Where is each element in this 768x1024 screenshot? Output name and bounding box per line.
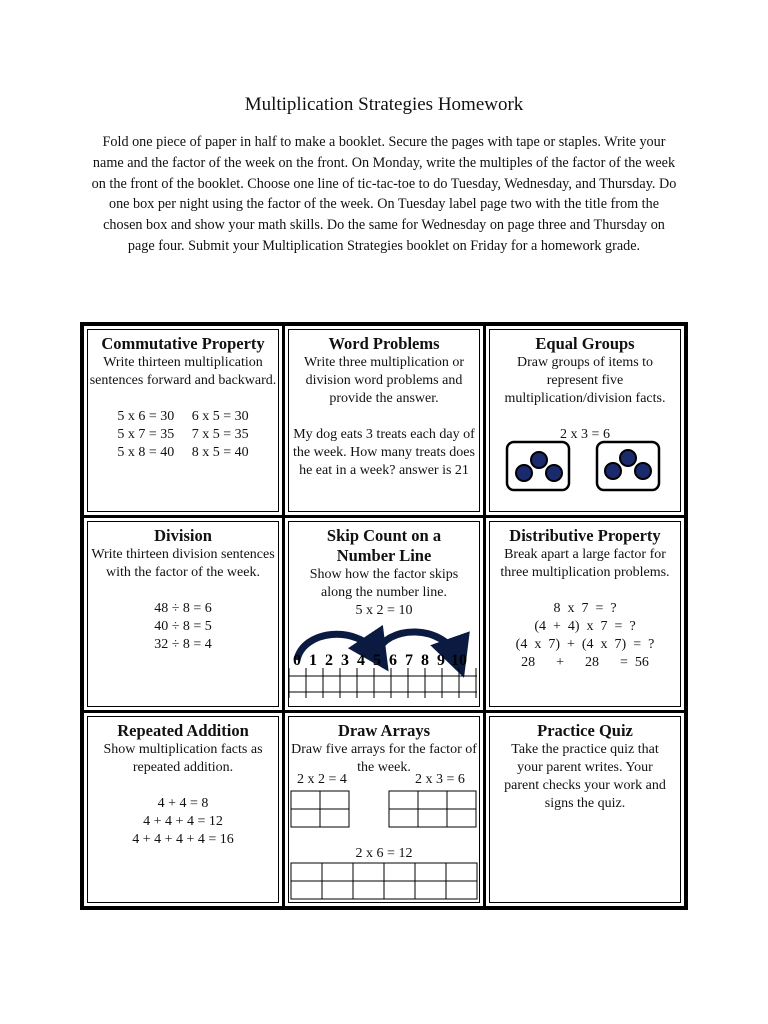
- cell-description: Break apart a large factor for three multiplication problems.: [500, 547, 670, 580]
- item-dot: [546, 465, 562, 481]
- number-line-numeral: 6: [389, 652, 397, 669]
- cell-title: Word Problems: [328, 334, 440, 353]
- item-dot: [620, 450, 636, 466]
- example-line: 5 x 6 = 30 6 x 5 = 30: [117, 409, 249, 424]
- number-line-numeral: 5: [373, 652, 381, 669]
- cell-practice-quiz: [486, 713, 684, 906]
- cell-draw-arrays: [285, 713, 483, 906]
- example-line: 5 x 8 = 40 8 x 5 = 40: [117, 445, 249, 460]
- cell-description: Write thirteen multiplication sentences forward and backward.: [89, 355, 277, 388]
- cell-title: Distributive Property: [509, 526, 661, 545]
- example-line: 4 + 4 + 4 + 4 = 16: [132, 832, 234, 847]
- cell-distributive-property: [486, 518, 684, 710]
- cell-title: Division: [154, 526, 212, 545]
- cell-description: Write thirteen division sentences with the factor of the week.: [91, 547, 275, 580]
- cell-title: Practice Quiz: [537, 721, 633, 740]
- number-line-numeral: 10: [451, 652, 467, 669]
- number-line: [285, 618, 483, 702]
- cell-title: Commutative Property: [101, 334, 265, 353]
- cell-repeated-addition: [84, 713, 282, 906]
- arrays-top: [285, 789, 483, 849]
- cell-title: Draw Arrays: [337, 721, 431, 740]
- number-line-numeral: 7: [405, 652, 413, 669]
- example-line: 28 + 28 = 56: [521, 655, 649, 670]
- example-line: 48 ÷ 8 = 6: [154, 601, 212, 616]
- array-label: 2 x 6 = 12: [355, 846, 413, 861]
- number-line-numeral: 4: [357, 652, 365, 669]
- cell-description: Take the practice quiz that your parent writes. Your parent checks your work and signs the quiz.: [504, 742, 666, 811]
- example-line: 4 + 4 = 8: [157, 796, 209, 811]
- cell-title: Skip Count on a Number Line: [326, 526, 442, 565]
- example-line: 2 x 3 = 6: [560, 427, 610, 442]
- example-line: 8 x 7 = ?: [553, 601, 617, 616]
- cell-title: Equal Groups: [535, 334, 635, 353]
- cell-commutative-property: [84, 326, 282, 515]
- cell-description: Show how the factor skips along the number line.: [309, 567, 459, 600]
- number-line-numeral: 8: [421, 652, 429, 669]
- tic-tac-toe-board: [80, 322, 688, 910]
- cell-description: Write three multiplication or division word problems and provide the answer.: [304, 355, 464, 406]
- item-dot: [635, 463, 651, 479]
- example-line: 32 ÷ 8 = 4: [154, 637, 212, 652]
- cell-title: Repeated Addition: [117, 721, 249, 740]
- cell-equal-groups: [486, 326, 684, 515]
- item-dot: [516, 465, 532, 481]
- example-line: (4 x 7) + (4 x 7) = ?: [515, 637, 655, 652]
- number-line-numeral: 0: [293, 652, 301, 669]
- item-dot: [531, 452, 547, 468]
- cell-description: Show multiplication facts as repeated addition.: [103, 742, 263, 775]
- item-dot: [605, 463, 621, 479]
- example-line: 5 x 2 = 10: [355, 603, 413, 618]
- number-line-numeral: 1: [309, 652, 317, 669]
- cell-description: Draw five arrays for the factor of the week.: [291, 742, 477, 775]
- example-line: (4 + 4) x 7 = ?: [534, 619, 636, 634]
- array-label: 2 x 2 = 4: [297, 772, 347, 787]
- example-line: 40 ÷ 8 = 5: [154, 619, 212, 634]
- example-line: 4 + 4 + 4 = 12: [143, 814, 223, 829]
- page-title: Multiplication Strategies Homework: [244, 94, 524, 115]
- cell-word-problems: [285, 326, 483, 515]
- cell-skip-count-number-line: [285, 518, 483, 710]
- cell-description: Draw groups of items to represent five multiplication/division facts.: [504, 355, 666, 406]
- instructions-paragraph: Fold one piece of paper in half to make a booklet. Secure the pages with tape or staples. Write your name and the factor of the week on the front. On Monday, write the multiples of the factor of the week on the front of the booklet. Choose one line of tic-tac-toe to do Tuesday, Wednesday, and Thursday. Do one box per night using the factor of the week. On Tuesday label page two with the title from the chosen box and show your math skills. Do the same for Wednesday on page three and Thursday on page four. Submit your Multiplication Strategies booklet on Friday for a homework grade.: [91, 134, 677, 254]
- cell-division: [84, 518, 282, 710]
- array-2x6: [285, 862, 483, 904]
- number-line-numeral: 2: [325, 652, 333, 669]
- number-line-numeral: 3: [341, 652, 349, 669]
- number-line-numeral: 9: [437, 652, 445, 669]
- equal-groups-drawing: [486, 440, 684, 500]
- array-label: 2 x 3 = 6: [415, 772, 465, 787]
- example-problem: My dog eats 3 treats each day of the week. How many treats does he eat in a week? answer is 21: [293, 427, 475, 478]
- example-line: 5 x 7 = 35 7 x 5 = 35: [117, 427, 249, 442]
